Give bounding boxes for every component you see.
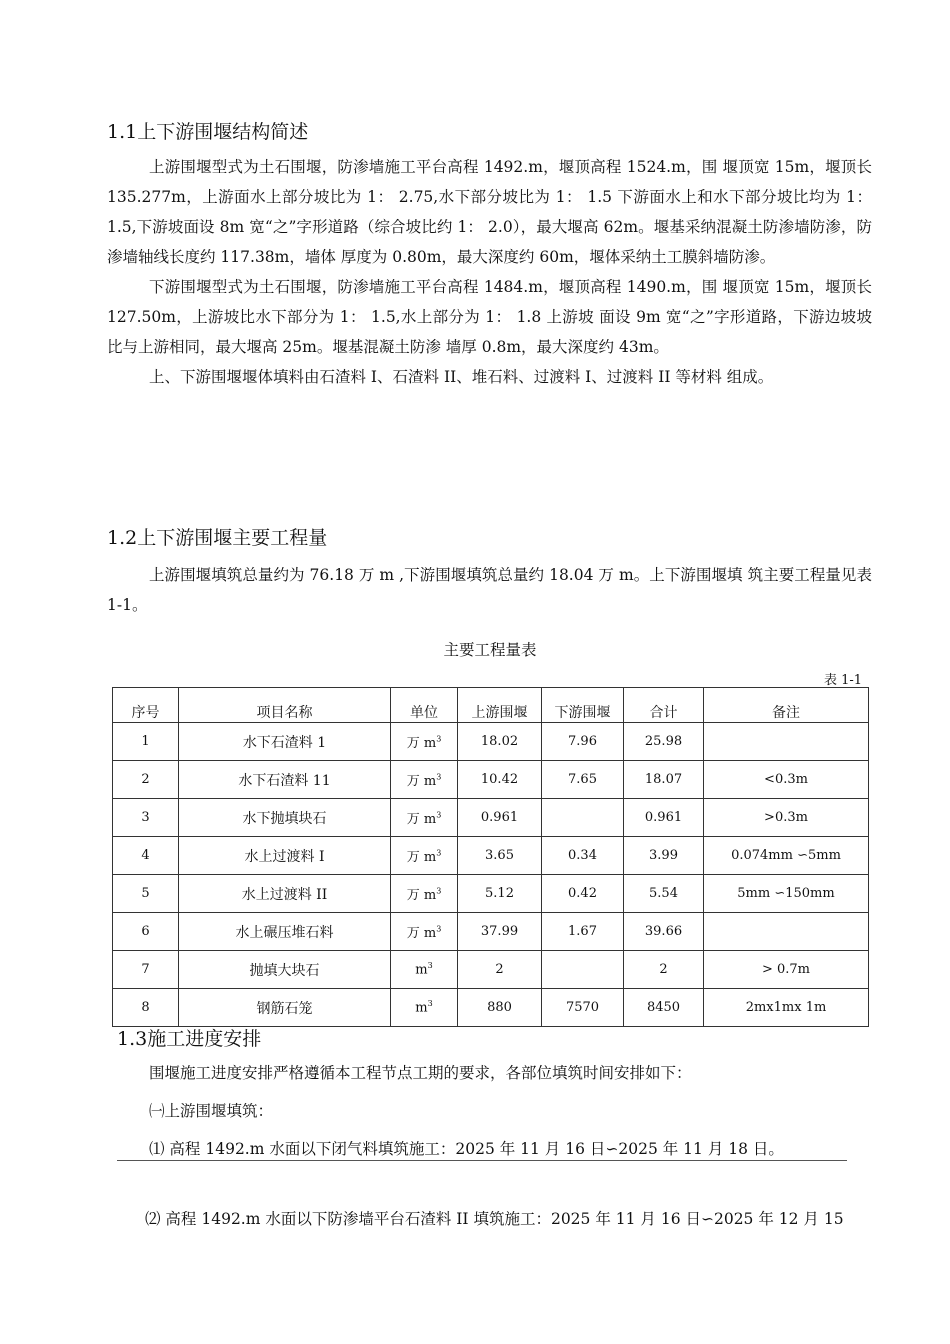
- schedule-subheading: ㈠上游围堰填筑：: [149, 1102, 274, 1120]
- cell-item-name: 水上过渡料 I: [179, 837, 391, 875]
- cell-remarks: > 0.7m: [704, 951, 869, 989]
- cell-index: 4: [113, 837, 179, 875]
- schedule-intro: 围堰施工进度安排严格遵循本工程节点工期的要求，各部位填筑时间安排如下：: [149, 1064, 692, 1082]
- section-heading-1-3: 1.3施工进度安排: [117, 1028, 262, 1050]
- cell-upstream: 880: [458, 989, 542, 1027]
- cell-remarks: 2mx1mx 1m: [704, 989, 869, 1027]
- cell-upstream: 10.42: [458, 761, 542, 799]
- cell-total: 0.961: [624, 799, 704, 837]
- cell-index: 6: [113, 913, 179, 951]
- cell-item-name: 水下石渣料 1: [179, 723, 391, 761]
- header-index: 序号: [113, 688, 179, 723]
- cell-downstream: [542, 799, 624, 837]
- cell-downstream: 7.96: [542, 723, 624, 761]
- cell-item-name: 水下抛填块石: [179, 799, 391, 837]
- table-row: [113, 761, 869, 799]
- cell-downstream: 0.42: [542, 875, 624, 913]
- table-row: [113, 989, 869, 1027]
- cell-downstream: 1.67: [542, 913, 624, 951]
- cell-total: 8450: [624, 989, 704, 1027]
- paragraph-fill-materials: 上、下游围堰堰体填料由石渣料 I、石渣料 II、堆石料、过渡料 I、过渡料 II 等材料 组成。: [149, 368, 774, 386]
- cell-unit: 万 $m^3$: [391, 875, 458, 913]
- header-upstream: 上游围堰: [458, 688, 542, 723]
- section-heading-1-2: 1.2上下游围堰主要工程量: [107, 527, 328, 549]
- cell-remarks: 0.074mm ∽5mm: [704, 837, 869, 875]
- cell-upstream: 3.65: [458, 837, 542, 875]
- cell-total: 25.98: [624, 723, 704, 761]
- cell-upstream: 5.12: [458, 875, 542, 913]
- cell-remarks: 5mm ∽150mm: [704, 875, 869, 913]
- cell-unit: 万 $m^3$: [391, 837, 458, 875]
- cell-index: 1: [113, 723, 179, 761]
- cell-downstream: [542, 951, 624, 989]
- cell-item-name: 水上过渡料 II: [179, 875, 391, 913]
- schedule-item-2: ⑵ 高程 1492.m 水面以下防渗墙平台石渣料 II 填筑施工：2025 年 11 月 16 日∽2025 年 12 月 15: [145, 1210, 844, 1228]
- section-1-1-body: [107, 152, 872, 392]
- cell-index: 2: [113, 761, 179, 799]
- header-downstream: 下游围堰: [542, 688, 624, 723]
- cell-unit: 万 $m^3$: [391, 723, 458, 761]
- cell-unit: 万 $m^3$: [391, 913, 458, 951]
- cell-total: 39.66: [624, 913, 704, 951]
- table-row: [113, 875, 869, 913]
- cell-item-name: 水下石渣料 11: [179, 761, 391, 799]
- cell-remarks: >0.3m: [704, 799, 869, 837]
- table-title: 主要工程量表: [443, 641, 537, 659]
- cell-upstream: 37.99: [458, 913, 542, 951]
- paragraph-downstream-cofferdam: 下游围堰型式为土石围堰，防渗墙施工平台高程 1484.m，堰顶高程 1490.m，围 堰顶宽 15m，堰顶长 127.50m，上游坡比水下部分为 1： 1.5,水上部分为 1： 1.8 上游坡 面设 9m 宽“之”字形道路，下游边坡坡比与上游相同，最大堰高 25m。堰基混凝土防渗 墙厚 0.8m，最大深度约 43m。: [107, 278, 872, 356]
- cell-item-name: 水上碾压堆石料: [179, 913, 391, 951]
- section-heading-1-1: 1.1上下游围堰结构简述: [107, 121, 309, 143]
- table-row: [113, 837, 869, 875]
- table-row: [113, 723, 869, 761]
- table-header-row: [113, 688, 869, 723]
- cell-unit: $m^3$: [391, 951, 458, 989]
- table-row: [113, 913, 869, 951]
- cell-unit: 万 $m^3$: [391, 761, 458, 799]
- schedule-item-1: ⑴ 高程 1492.m 水面以下闭气料填筑施工：2025 年 11 月 16 日∽2025 年 11 月 18 日。: [149, 1140, 784, 1158]
- table-label: 表 1-1: [824, 673, 863, 688]
- cell-unit: $m^3$: [391, 989, 458, 1027]
- header-item-name: 项目名称: [179, 688, 391, 723]
- cell-remarks: [704, 723, 869, 761]
- cell-total: 18.07: [624, 761, 704, 799]
- cell-index: 3: [113, 799, 179, 837]
- paragraph-fill-totals: 上游围堰填筑总量约为 76.18 万 m ,下游围堰填筑总量约 18.04 万 m。上下游围堰填 筑主要工程量见表 1-1。: [107, 566, 872, 614]
- cell-upstream: 2: [458, 951, 542, 989]
- cell-item-name: 抛填大块石: [179, 951, 391, 989]
- cell-total: 2: [624, 951, 704, 989]
- cell-index: 7: [113, 951, 179, 989]
- cell-upstream: 18.02: [458, 723, 542, 761]
- cell-downstream: 7.65: [542, 761, 624, 799]
- header-remarks: 备注: [704, 688, 869, 723]
- quantities-table: [112, 687, 869, 1027]
- table-row: [113, 799, 869, 837]
- header-unit: 单位: [391, 688, 458, 723]
- table-row: [113, 951, 869, 989]
- cell-unit: 万 $m^3$: [391, 799, 458, 837]
- cell-remarks: <0.3m: [704, 761, 869, 799]
- page-divider: [117, 1160, 847, 1161]
- cell-remarks: [704, 913, 869, 951]
- section-1-2-body: [107, 560, 872, 620]
- header-total: 合计: [624, 688, 704, 723]
- cell-item-name: 钢筋石笼: [179, 989, 391, 1027]
- cell-upstream: 0.961: [458, 799, 542, 837]
- cell-total: 3.99: [624, 837, 704, 875]
- paragraph-upstream-cofferdam: 上游围堰型式为土石围堰，防渗墙施工平台高程 1492.m，堰顶高程 1524.m，围 堰顶宽 15m，堰顶长 135.277m，上游面水上部分坡比为 1： 2.75,水下部分坡比为 1： 1.5 下游面水上和水下部分坡比均为 1： 1.5,下游坡面设 8m 宽“之”字形道路（综合坡比约 1： 2.0），最大堰高 62m。堰基采纳混凝土防渗墙防渗，防渗墙轴线长度约 117.38m，墙体 厚度为 0.80m，最大深度约 60m，堰体采纳土工膜斜墙防渗。: [107, 158, 872, 266]
- cell-downstream: 7570: [542, 989, 624, 1027]
- cell-index: 8: [113, 989, 179, 1027]
- cell-total: 5.54: [624, 875, 704, 913]
- cell-downstream: 0.34: [542, 837, 624, 875]
- cell-index: 5: [113, 875, 179, 913]
